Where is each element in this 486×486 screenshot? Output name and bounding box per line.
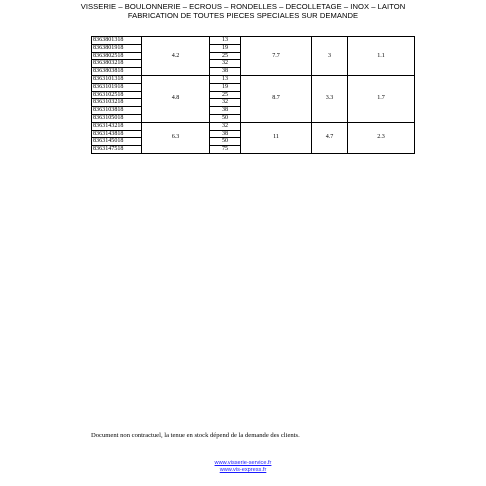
value-cell-col5: 4.7 — [312, 122, 348, 153]
header-line-2: FABRICATION DE TOUTES PIECES SPECIALES SUR DEMANDE — [127, 11, 359, 20]
length-cell: 13 — [210, 75, 241, 83]
reference-cell: 8363101318 — [92, 75, 142, 83]
diameter-cell: 4.2 — [142, 37, 210, 76]
value-cell-col5: 3 — [312, 37, 348, 76]
reference-cell: 8363801918 — [92, 44, 142, 52]
length-cell: 13 — [210, 37, 241, 45]
length-cell: 50 — [210, 138, 241, 146]
value-cell-col6: 1.7 — [348, 75, 415, 122]
value-cell-col4: 7.7 — [241, 37, 312, 76]
reference-cell: 8363103818 — [92, 107, 142, 115]
value-cell-col4: 11 — [241, 122, 312, 153]
value-cell-col5: 3.3 — [312, 75, 348, 122]
length-cell: 38 — [210, 68, 241, 76]
length-cell: 25 — [210, 52, 241, 60]
table-row — [92, 75, 415, 83]
diameter-cell: 4.8 — [142, 75, 210, 122]
reference-cell: 8363101918 — [92, 83, 142, 91]
value-cell-col4: 8.7 — [241, 75, 312, 122]
reference-cell: 8363103218 — [92, 99, 142, 107]
diameter-cell: 6.3 — [142, 122, 210, 153]
length-cell: 32 — [210, 122, 241, 130]
reference-cell: 8363803818 — [92, 68, 142, 76]
reference-cell: 8363145018 — [92, 138, 142, 146]
length-cell: 19 — [210, 83, 241, 91]
length-cell: 32 — [210, 99, 241, 107]
length-cell: 50 — [210, 114, 241, 122]
length-cell: 75 — [210, 146, 241, 154]
value-cell-col6: 2.3 — [348, 122, 415, 153]
value-cell-col6: 1.1 — [348, 37, 415, 76]
footnote: Document non contractuel, la tenue en stock dépend de la demande des clients. — [91, 432, 300, 439]
reference-cell: 8363803218 — [92, 60, 142, 68]
header-line-1: VISSERIE – BOULONNERIE – ECROUS – RONDELLES – DECOLLETAGE – INOX – LAITON — [80, 2, 406, 11]
length-cell: 19 — [210, 44, 241, 52]
footer-link-visserie-service[interactable]: www.visserie-service.fr — [214, 460, 272, 466]
reference-cell: 8363105018 — [92, 114, 142, 122]
footer-links — [0, 460, 486, 474]
reference-cell: 8363802518 — [92, 52, 142, 60]
reference-cell: 8363143218 — [92, 122, 142, 130]
table-row — [92, 37, 415, 45]
footer-link-vis-express[interactable]: www.vis-express.fr — [219, 467, 267, 473]
spec-table — [91, 36, 415, 154]
table-row — [92, 122, 415, 130]
length-cell: 25 — [210, 91, 241, 99]
length-cell: 38 — [210, 130, 241, 138]
reference-cell: 8363102518 — [92, 91, 142, 99]
document-header — [0, 2, 486, 20]
reference-cell: 8363147518 — [92, 146, 142, 154]
length-cell: 32 — [210, 60, 241, 68]
reference-cell: 8363801318 — [92, 37, 142, 45]
reference-cell: 8363143818 — [92, 130, 142, 138]
length-cell: 38 — [210, 107, 241, 115]
